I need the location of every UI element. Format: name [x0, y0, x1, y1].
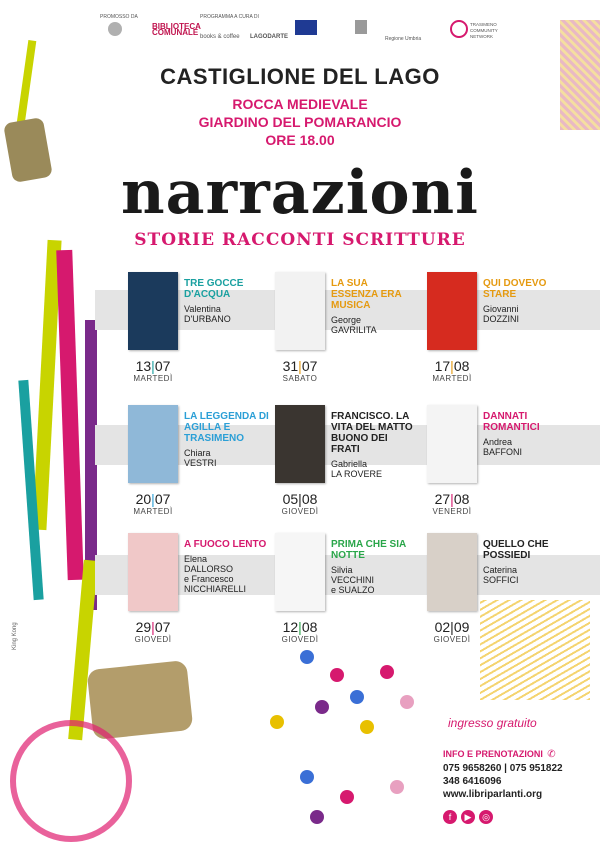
- decor-button: [340, 790, 354, 804]
- event-month: 07: [154, 358, 171, 374]
- event-day-month: [125, 358, 181, 374]
- date-separator: |: [151, 491, 155, 507]
- event-date: [272, 358, 328, 383]
- date-separator: |: [298, 358, 302, 374]
- date-separator: |: [450, 358, 454, 374]
- date-separator: |: [450, 619, 454, 635]
- italy-emblem-icon: [355, 20, 367, 34]
- event-date: [424, 491, 480, 516]
- book-author: [483, 437, 573, 457]
- date-separator: |: [298, 619, 302, 635]
- book-title: FRANCISCO. LA VITA DEL MATTO BUONO DEI FRATI: [331, 411, 413, 455]
- event-month: 08: [453, 358, 470, 374]
- author-line: Silvia: [331, 565, 353, 575]
- whatsapp-icon: ✆: [547, 749, 556, 760]
- programme-by-label: PROGRAMMA A CURA DI: [200, 14, 259, 20]
- designer-credit: King Kong: [12, 622, 18, 650]
- event-day: 27: [434, 491, 451, 507]
- info-title: INFO E PRENOTAZIONI: [443, 749, 543, 759]
- event-month: 08: [453, 491, 470, 507]
- event-month: 07: [301, 358, 318, 374]
- event-day: 29: [135, 619, 152, 635]
- event-date: [272, 491, 328, 516]
- decor-button: [380, 665, 394, 679]
- venue-line-2: GIARDINO DEL POMARANCIO: [198, 114, 402, 130]
- event-weekday: VENERDÌ: [432, 507, 472, 516]
- author-line: Andrea: [483, 437, 513, 447]
- date-separator: |: [151, 619, 155, 635]
- event-day-month: [125, 619, 181, 635]
- author-line: DALLORSO: [184, 564, 234, 574]
- author-line: BAFFONI: [483, 447, 523, 457]
- event-day-month: [424, 358, 480, 374]
- author-line: George: [331, 315, 362, 325]
- decor-button: [310, 810, 324, 824]
- decor-button: [390, 780, 404, 794]
- decor-yarn: [10, 720, 132, 842]
- event-date: [125, 491, 181, 516]
- book-author: [184, 554, 274, 594]
- book-cover: [427, 405, 477, 483]
- event-day-month: [125, 491, 181, 507]
- event-date: [424, 619, 480, 644]
- decor-button: [315, 700, 329, 714]
- decor-button: [300, 770, 314, 784]
- decor-button: [330, 668, 344, 682]
- author-line: Valentina: [184, 304, 221, 314]
- partner-logos: [100, 10, 500, 44]
- event-weekday: GIOVEDÌ: [281, 635, 319, 644]
- website-link[interactable]: www.libriparlanti.org: [443, 789, 543, 800]
- book-title: PRIMA CHE SIA NOTTE: [331, 539, 406, 561]
- book-author: [331, 459, 421, 479]
- book-title: LA SUA ESSENZA ERA MUSICA: [331, 278, 402, 311]
- venue-line-1: ROCCA MEDIEVALE: [232, 96, 368, 112]
- author-line: VECCHINI: [331, 575, 375, 585]
- author-line: GAVRILITA: [331, 325, 377, 335]
- book-cover: [427, 533, 477, 611]
- event-month: 07: [154, 491, 171, 507]
- tagline: STORIE RACCONTI SCRITTURE: [134, 230, 466, 250]
- event-weekday: GIOVEDÌ: [281, 507, 319, 516]
- event-date: [125, 619, 181, 644]
- lagodarte-logo: LAGODARTE: [250, 34, 288, 40]
- event-day-month: [424, 491, 480, 507]
- author-line: NICCHIARELLI: [184, 584, 247, 594]
- author-line: Chiara: [184, 448, 211, 458]
- book-author: [483, 304, 573, 324]
- book-title: QUI DOVEVO STARE: [483, 278, 547, 300]
- event-weekday: MARTEDÌ: [432, 374, 472, 383]
- book-author: [184, 448, 274, 468]
- decor-button: [300, 650, 314, 664]
- book-author: [331, 565, 421, 595]
- book-cover: [275, 533, 325, 611]
- book-cover: [427, 272, 477, 350]
- phone-line-1[interactable]: 075 9658260 | 075 951822: [443, 763, 563, 774]
- info-block: [443, 744, 563, 825]
- eu-flag-icon: [295, 20, 317, 35]
- event-date: [424, 358, 480, 383]
- phone-line-2[interactable]: 348 6416096: [443, 776, 502, 787]
- books-coffee-logo: books & coffee: [200, 34, 240, 40]
- event-month: 08: [301, 619, 318, 635]
- book-cover: [275, 405, 325, 483]
- decor-threads: [480, 600, 590, 700]
- decor-button: [270, 715, 284, 729]
- date-separator: |: [450, 491, 454, 507]
- author-line: DOZZINI: [483, 314, 519, 324]
- author-line: SOFFICI: [483, 575, 519, 585]
- decor-button: [360, 720, 374, 734]
- book-author: [184, 304, 274, 324]
- author-line: e SUALZO: [331, 585, 375, 595]
- event-day-month: [272, 358, 328, 374]
- book-title: LA LEGGENDA DI AGILLA E TRASIMENO: [184, 411, 269, 444]
- event-time: ORE 18.00: [265, 132, 335, 148]
- event-weekday: MARTEDÌ: [133, 507, 173, 516]
- book-title: DANNATI ROMANTICI: [483, 411, 540, 433]
- book-cover: [128, 533, 178, 611]
- event-day: 13: [135, 358, 152, 374]
- author-line: Gabriella: [331, 459, 368, 469]
- festival-brand: narrazioni: [121, 158, 479, 228]
- event-day: 12: [282, 619, 299, 635]
- author-line: Elena: [184, 554, 208, 564]
- event-day: 05: [282, 491, 299, 507]
- date-separator: |: [151, 358, 155, 374]
- event-month: 07: [154, 619, 171, 635]
- trasimeno-network-icon: [450, 20, 468, 38]
- event-day: 17: [434, 358, 451, 374]
- facebook-icon[interactable]: f: [443, 810, 457, 824]
- event-day: 02: [434, 619, 451, 635]
- decor-button: [400, 695, 414, 709]
- author-line: D'URBANO: [184, 314, 231, 324]
- city-title: CASTIGLIONE DEL LAGO: [160, 64, 440, 89]
- regione-logo: Regione Umbria: [385, 36, 422, 42]
- event-day: 31: [282, 358, 299, 374]
- book-title: TRE GOCCE D'ACQUA: [184, 278, 244, 300]
- event-day-month: [272, 491, 328, 507]
- book-author: [483, 565, 573, 585]
- instagram-icon[interactable]: ◎: [479, 810, 493, 824]
- decor-stripe: [56, 250, 84, 580]
- comune-crest-icon: [108, 22, 122, 36]
- event-weekday: GIOVEDÌ: [134, 635, 172, 644]
- trasimeno-network-logo: TRASIMENO COMMUNITY NETWORK: [470, 22, 498, 39]
- event-weekday: MARTEDÌ: [133, 374, 173, 383]
- author-line: Caterina: [483, 565, 518, 575]
- author-line: LA ROVERE: [331, 469, 383, 479]
- free-entry-label: ingresso gratuito: [448, 716, 537, 730]
- author-line: VESTRI: [184, 458, 217, 468]
- event-day-month: [272, 619, 328, 635]
- event-day: 20: [135, 491, 152, 507]
- book-cover: [275, 272, 325, 350]
- event-day-month: [424, 619, 480, 635]
- event-weekday: GIOVEDÌ: [433, 635, 471, 644]
- decor-button: [350, 690, 364, 704]
- event-month: 08: [301, 491, 318, 507]
- event-weekday: SABATO: [282, 374, 318, 383]
- author-line: Giovanni: [483, 304, 519, 314]
- event-date: [125, 358, 181, 383]
- youtube-icon[interactable]: ▶: [461, 810, 475, 824]
- book-title: A FUOCO LENTO: [184, 539, 267, 550]
- event-date: [272, 619, 328, 644]
- book-author: [331, 315, 421, 335]
- event-month: 09: [453, 619, 470, 635]
- book-cover: [128, 405, 178, 483]
- biblioteca-logo: BIBLIOTECA COMUNALE: [152, 22, 201, 37]
- book-cover: [128, 272, 178, 350]
- author-line: e Francesco: [184, 574, 234, 584]
- book-title: QUELLO CHE POSSIEDI: [483, 539, 549, 561]
- promoted-by-label: PROMOSSO DA: [100, 14, 138, 20]
- date-separator: |: [298, 491, 302, 507]
